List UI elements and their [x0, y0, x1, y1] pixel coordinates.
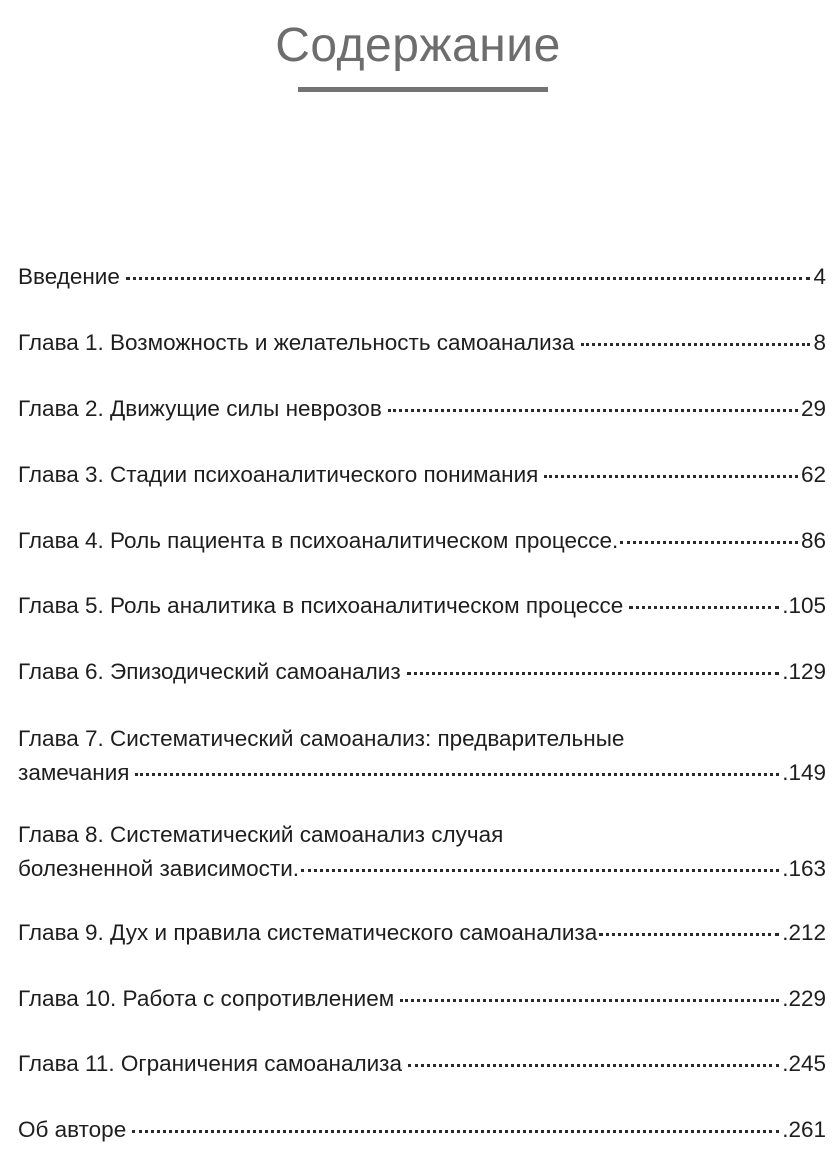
- toc-entry-introduction[interactable]: [18, 260, 826, 294]
- toc-entry-chapter-6[interactable]: [18, 655, 826, 689]
- toc-entry-title-line1: Глава 8. Систематический самоанализ случая: [18, 822, 504, 847]
- toc-page-number: .261: [782, 1117, 826, 1142]
- toc-page-number: 62: [800, 462, 826, 487]
- toc-entry-chapter-9[interactable]: [18, 916, 826, 950]
- toc-page-number: .212: [782, 920, 826, 945]
- dot-leader: [400, 998, 779, 1002]
- toc-page-number: 86: [800, 528, 826, 553]
- toc-page-number: 29: [800, 396, 826, 421]
- toc-entry-about-author[interactable]: [18, 1113, 826, 1147]
- dot-leader: [599, 932, 779, 936]
- dot-leader: [629, 605, 779, 609]
- toc-page-number: .163: [782, 856, 826, 881]
- toc-entry-chapter-2[interactable]: [18, 392, 826, 426]
- toc-entry-title-line2: болезненной зависимости.: [18, 856, 300, 881]
- dot-leader: [135, 772, 779, 776]
- page-title: Содержание: [275, 19, 561, 72]
- toc-page-number: .105: [782, 593, 826, 618]
- toc-page-number: .245: [782, 1051, 826, 1076]
- toc-entry-chapter-8[interactable]: [18, 818, 826, 886]
- dot-leader: [301, 868, 779, 872]
- dot-leader: [544, 474, 798, 478]
- toc-entry-title: Глава 9. Дух и правила систематического самоанализа: [18, 920, 598, 945]
- toc-entry-title: Глава 10. Работа с сопротивлением: [18, 986, 395, 1011]
- toc-entry-title: Об авторе: [18, 1117, 127, 1142]
- toc-entry-chapter-4[interactable]: [18, 524, 826, 558]
- toc-page-number: .149: [782, 760, 826, 785]
- dot-leader: [132, 1129, 779, 1133]
- dot-leader: [126, 276, 811, 280]
- toc-entry-chapter-5[interactable]: [18, 589, 826, 623]
- toc-entry-title-line2: замечания: [18, 760, 130, 785]
- toc-entry-chapter-7[interactable]: [18, 722, 826, 790]
- toc-entry-title-line1: Глава 7. Систематический самоанализ: предварительные: [18, 726, 625, 751]
- toc-entry-title: Глава 2. Движущие силы неврозов: [18, 396, 382, 421]
- dot-leader: [408, 1063, 779, 1067]
- toc-entry-chapter-11[interactable]: [18, 1047, 826, 1081]
- toc-entry-title: Глава 11. Ограничения самоанализа: [18, 1051, 403, 1076]
- toc-entry-title: Введение: [18, 264, 120, 289]
- toc-entry-title: Глава 5. Роль аналитика в психоаналитическом процессе: [18, 593, 624, 618]
- dot-leader: [407, 671, 780, 675]
- toc-entry-chapter-1[interactable]: [18, 326, 826, 360]
- toc-page-number: .229: [782, 986, 826, 1011]
- toc-entry-chapter-10[interactable]: [18, 982, 826, 1016]
- toc-entry-title: Глава 3. Стадии психоаналитического понимания: [18, 462, 539, 487]
- toc-page-number: .129: [782, 659, 826, 684]
- dot-leader: [388, 408, 798, 412]
- toc-entry-title: Глава 4. Роль пациента в психоаналитическом процессе.: [18, 528, 619, 553]
- toc-page-number: 8: [813, 330, 826, 355]
- toc-page-number: 4: [813, 264, 826, 289]
- toc-entry-title: Глава 6. Эпизодический самоанализ: [18, 659, 401, 684]
- toc-entry-title: Глава 1. Возможность и желательность самоанализа: [18, 330, 575, 355]
- toc-entry-chapter-3[interactable]: [18, 458, 826, 492]
- dot-leader: [581, 342, 811, 346]
- dot-leader: [620, 540, 798, 544]
